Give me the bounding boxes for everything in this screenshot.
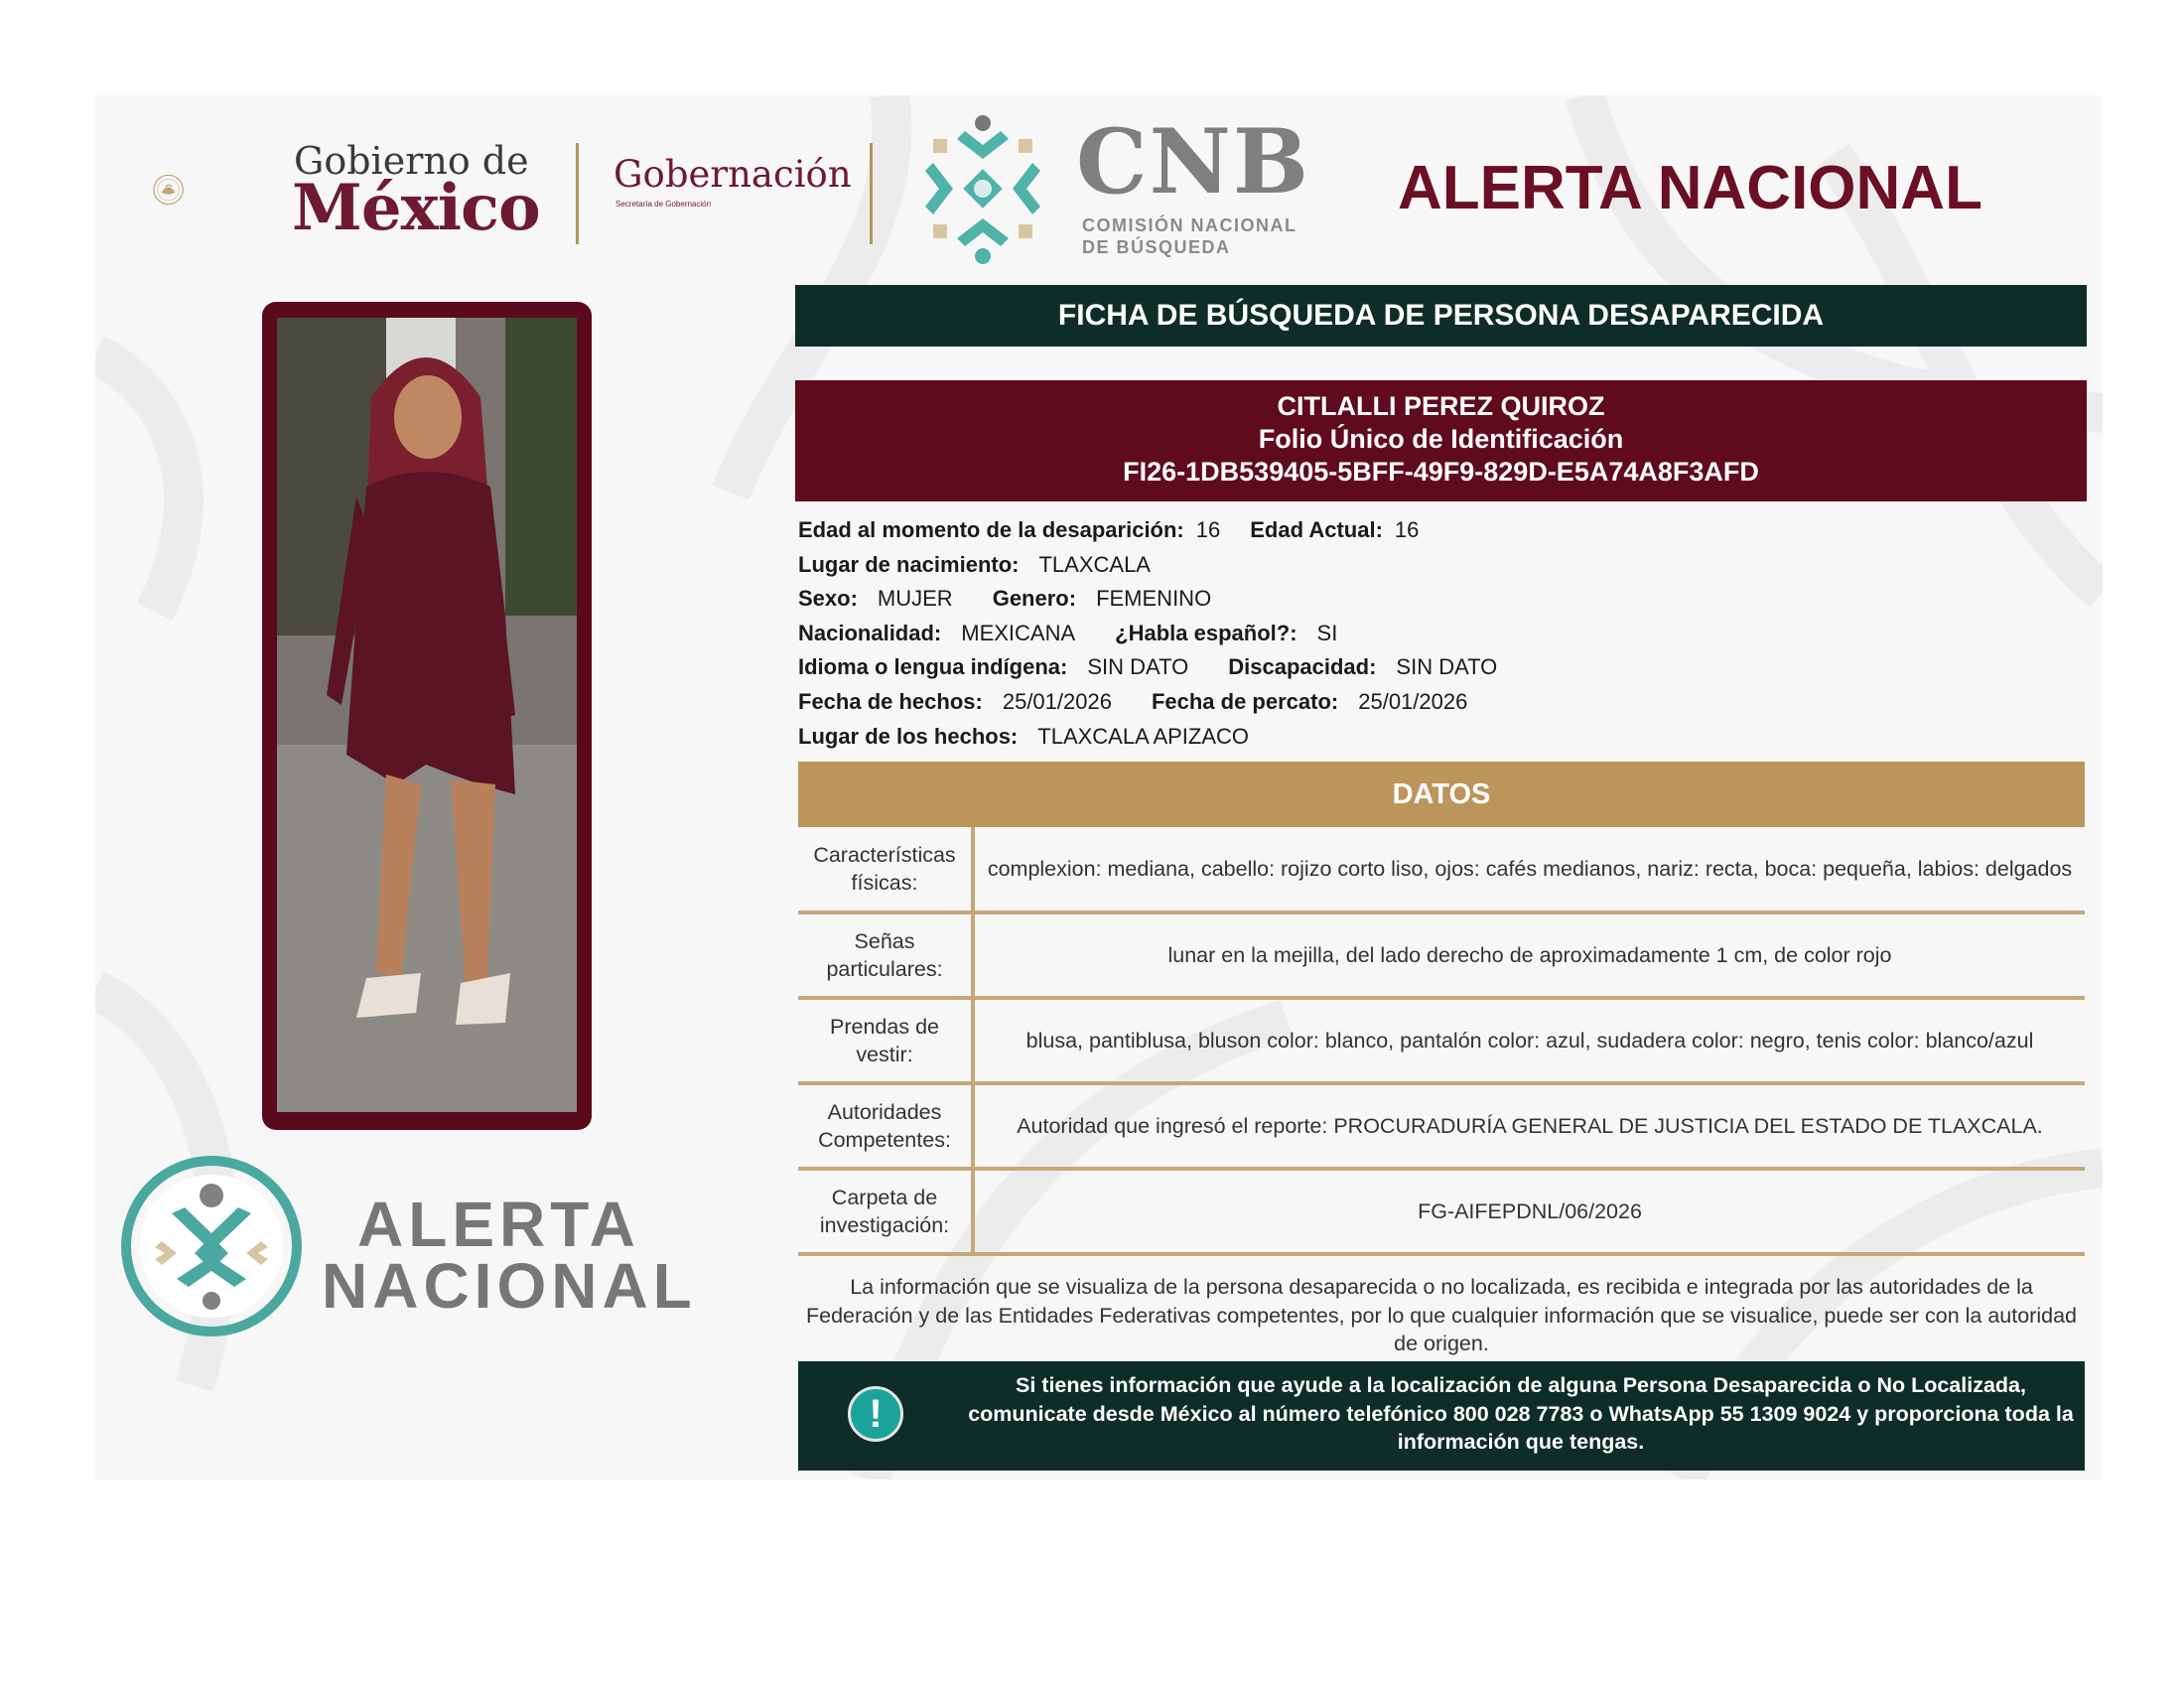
fecha-percato-value: 25/01/2026 bbox=[1358, 688, 1468, 714]
idioma-label: Idioma o lengua indígena: bbox=[798, 654, 1068, 680]
prendas-value: blusa, pantiblusa, bluson color: blanco, pantalón color: azul, sudadera color: negro, tenis color: blanco/azul bbox=[973, 998, 2085, 1083]
person-photo bbox=[277, 318, 577, 1112]
table-row bbox=[798, 1169, 2085, 1254]
cnb-subtitle-line1: COMISIÓN NACIONAL bbox=[1082, 215, 1297, 235]
carpeta-label: Carpeta de investigación: bbox=[798, 1169, 973, 1254]
senas-value: lunar en la mejilla, del lado derecho de aproximadamente 1 cm, de color rojo bbox=[973, 913, 2085, 998]
carpeta-value: FG-AIFEPDNL/06/2026 bbox=[973, 1169, 2085, 1254]
edad-actual-value: 16 bbox=[1394, 517, 1420, 542]
person-name: CITLALLI PEREZ QUIROZ bbox=[1277, 391, 1605, 421]
prendas-label: Prendas de vestir: bbox=[798, 998, 973, 1083]
info-row bbox=[798, 720, 1527, 755]
mexico-coat-of-arms-icon bbox=[151, 125, 280, 254]
contact-text: Si tienes información que ayude a la localización de alguna Persona Desaparecida o No Localizada, comunicate desde México al número telefónico 800 028 7783 o WhatsApp 55 1309 9024 y proporciona toda la información que tengas. bbox=[968, 1373, 2074, 1454]
genero-value: FEMENINO bbox=[1096, 586, 1212, 612]
header-divider bbox=[576, 143, 579, 244]
header-divider bbox=[870, 143, 873, 244]
mexico-label: México bbox=[292, 171, 540, 245]
folio-id: FI26-1DB539405-5BFF-49F9-829D-E5A74A8F3AFD bbox=[1123, 457, 1759, 487]
table-row bbox=[798, 913, 2085, 998]
lugar-nacimiento-label: Lugar de nacimiento: bbox=[798, 551, 1020, 577]
info-row bbox=[798, 513, 1527, 548]
info-row bbox=[798, 650, 1527, 685]
sexo-label: Sexo: bbox=[798, 586, 858, 612]
alerta-logo-text-line2: NACIONAL bbox=[322, 1250, 697, 1322]
table-row bbox=[798, 1083, 2085, 1169]
nacionalidad-label: Nacionalidad: bbox=[798, 620, 942, 645]
alerta-nacional-logo-icon bbox=[117, 1152, 306, 1340]
info-row bbox=[798, 617, 1527, 651]
folio-label: Folio Único de Identificación bbox=[1258, 424, 1624, 454]
lugar-hechos-label: Lugar de los hechos: bbox=[798, 723, 1019, 749]
habla-espanol-label: ¿Habla español?: bbox=[1115, 620, 1297, 645]
sexo-value: MUJER bbox=[877, 586, 953, 612]
autoridades-label: Autoridades Competentes: bbox=[798, 1083, 973, 1169]
lugar-hechos-value: TLAXCALA APIZACO bbox=[1037, 723, 1250, 749]
edad-desaparicion-value: 16 bbox=[1195, 517, 1221, 542]
edad-desaparicion-label: Edad al momento de la desaparición: bbox=[798, 517, 1184, 542]
edad-actual-label: Edad Actual: bbox=[1250, 517, 1383, 542]
ficha-title: FICHA DE BÚSQUEDA DE PERSONA DESAPARECIDA bbox=[1057, 299, 1825, 332]
genero-label: Genero: bbox=[992, 586, 1077, 612]
lugar-nacimiento-value: TLAXCALA bbox=[1038, 551, 1151, 577]
gobierno-de-label: Gobierno de bbox=[294, 139, 529, 183]
discapacidad-value: SIN DATO bbox=[1396, 654, 1498, 680]
cnb-label: CNB bbox=[1076, 109, 1310, 214]
gobernacion-sub-label: Secretaría de Gobernación bbox=[615, 200, 712, 209]
discapacidad-label: Discapacidad: bbox=[1228, 654, 1377, 680]
exclamation-icon: ! bbox=[848, 1386, 903, 1442]
disclaimer-text: La información que se visualiza de la persona desaparecida o no localizada, es recibida e integrada por las autoridades de la Federación y de las Entidades Federativas competentes, por lo que cualquier información que se visualice, puede ser con la autoridad de origen. bbox=[805, 1275, 2077, 1355]
alerta-nacional-title: ALERTA NACIONAL bbox=[1398, 154, 1982, 222]
contact-banner bbox=[798, 1361, 2085, 1471]
gobernacion-label: Gobernación bbox=[614, 153, 852, 196]
fecha-percato-label: Fecha de percato: bbox=[1151, 688, 1339, 714]
photo-frame bbox=[262, 302, 592, 1130]
datos-header bbox=[798, 762, 2085, 827]
alerta-logo-text-line1: ALERTA bbox=[357, 1189, 640, 1260]
nacionalidad-value: MEXICANA bbox=[961, 620, 1076, 645]
habla-espanol-value: SI bbox=[1316, 620, 1338, 645]
fecha-hechos-value: 25/01/2026 bbox=[1002, 688, 1112, 714]
cnb-subtitle bbox=[1082, 214, 1297, 258]
fecha-hechos-label: Fecha de hechos: bbox=[798, 688, 983, 714]
senas-label: Señas particulares: bbox=[798, 913, 973, 998]
info-row bbox=[798, 548, 1527, 583]
ficha-title-bar bbox=[795, 285, 2087, 347]
cnb-subtitle-line2: DE BÚSQUEDA bbox=[1082, 237, 1231, 257]
person-name-block bbox=[795, 380, 2087, 501]
table-row bbox=[798, 827, 2085, 913]
cnb-logo-icon bbox=[903, 109, 1062, 268]
caracteristicas-label: Características físicas: bbox=[798, 827, 973, 913]
info-row bbox=[798, 582, 1527, 617]
autoridades-value: Autoridad que ingresó el reporte: PROCURADURÍA GENERAL DE JUSTICIA DEL ESTADO DE TLAXCALA. bbox=[973, 1083, 2085, 1169]
idioma-value: SIN DATO bbox=[1087, 654, 1189, 680]
person-info bbox=[798, 513, 1527, 754]
datos-title: DATOS bbox=[1392, 777, 1491, 810]
datos-table bbox=[798, 827, 2085, 1256]
caracteristicas-value: complexion: mediana, cabello: rojizo corto liso, ojos: cafés medianos, nariz: recta, boca: pequeña, labios: delgados bbox=[973, 827, 2085, 913]
table-row bbox=[798, 998, 2085, 1083]
info-row bbox=[798, 685, 1527, 720]
document-sheet bbox=[95, 95, 2103, 1479]
